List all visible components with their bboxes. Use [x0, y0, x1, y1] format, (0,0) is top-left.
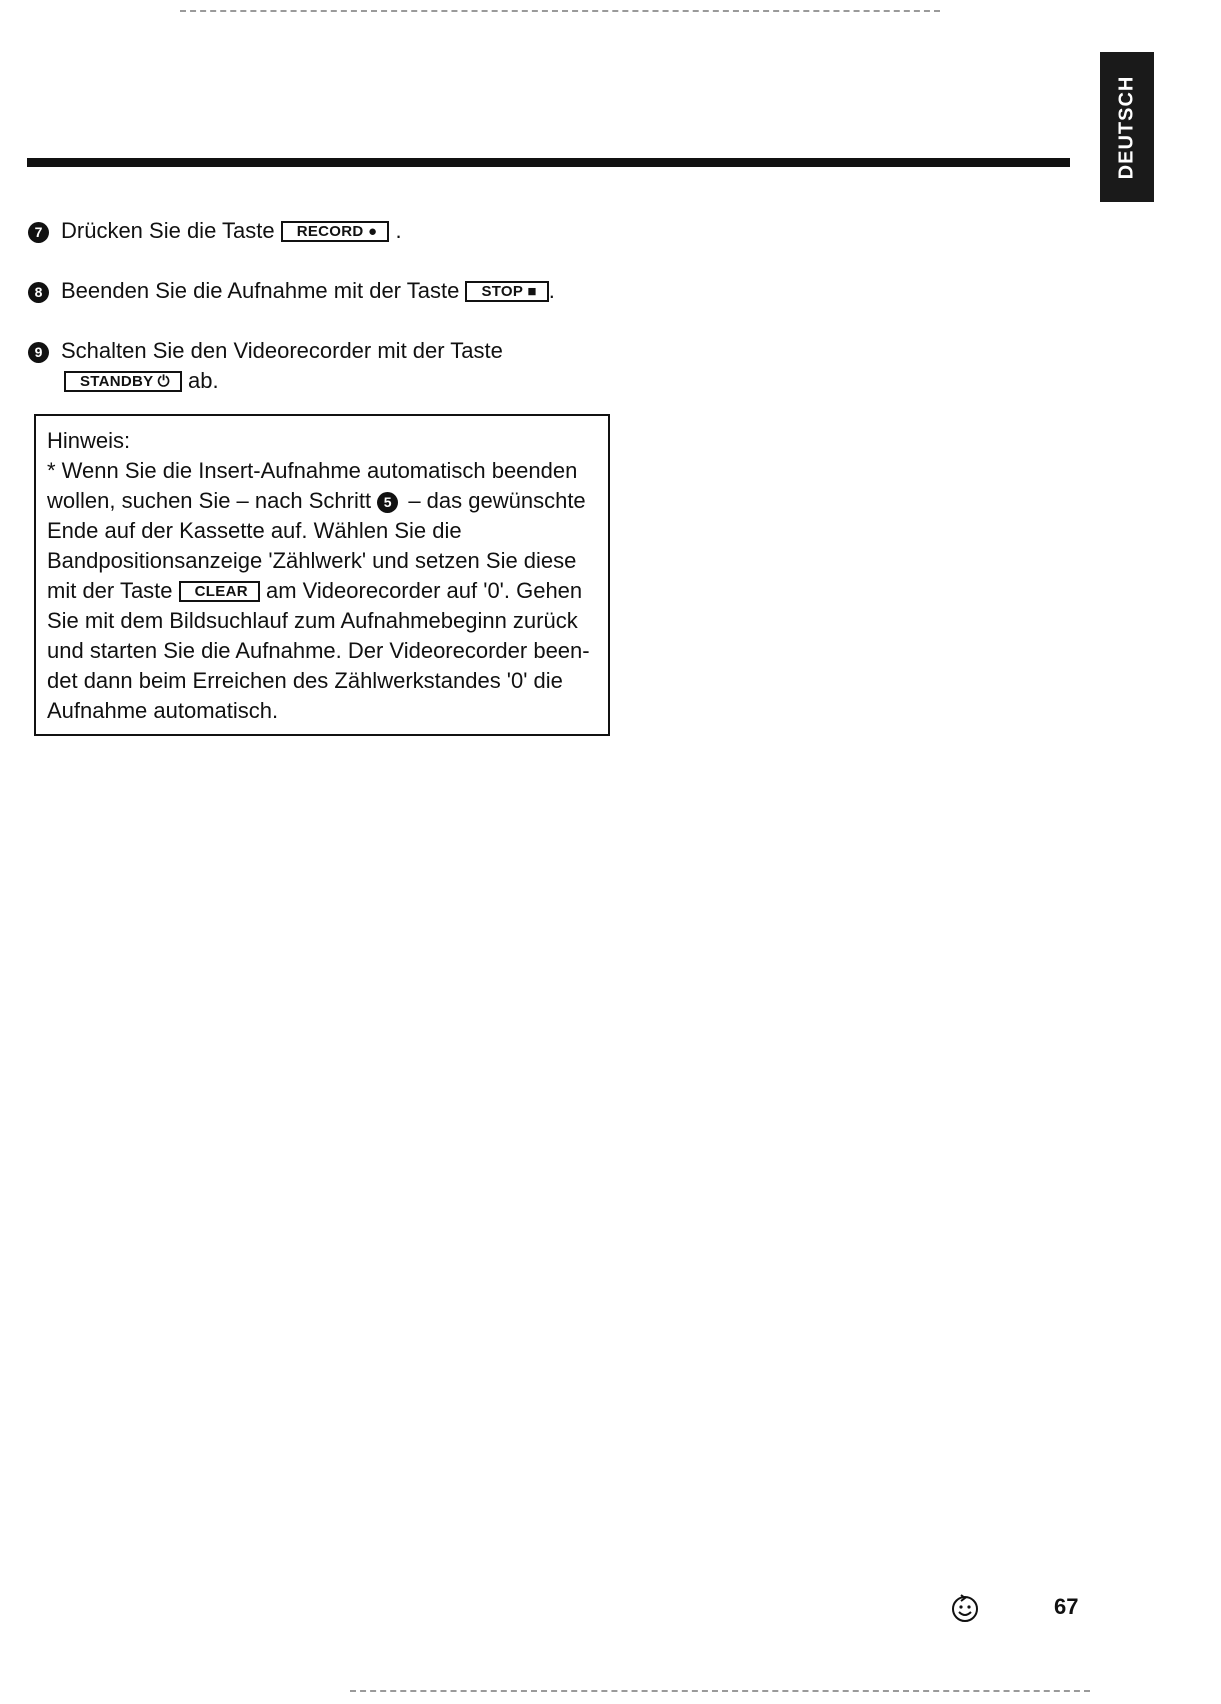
- clear-key: CLEAR: [179, 581, 260, 602]
- stop-key: STOP ■: [465, 281, 548, 302]
- step-text-after: ab.: [187, 368, 219, 393]
- section-rule: [27, 158, 1070, 167]
- step-number: 9: [28, 342, 49, 363]
- note-box: [34, 414, 610, 736]
- record-key: RECORD ●: [281, 221, 390, 242]
- step-text-after: .: [395, 218, 402, 243]
- language-tab-label: DEUTSCH: [1115, 75, 1138, 179]
- step-9: [28, 336, 648, 396]
- note-body: [47, 456, 598, 726]
- note-text-1: * Wenn Sie die Insert-Aufnahme automatisch beenden wollen, suchen Sie – nach Schritt: [47, 458, 578, 513]
- note-heading: Hinweis:: [47, 428, 131, 453]
- language-tab: [1100, 52, 1154, 202]
- step-ref-badge: 5: [377, 492, 398, 513]
- standby-key: STANDBY ⏻: [64, 371, 182, 392]
- step-number: 7: [28, 222, 49, 243]
- step-text-after: .: [548, 278, 555, 303]
- recycle-face-icon: [948, 1591, 982, 1625]
- step-number: 8: [28, 282, 49, 303]
- step-text: Schalten Sie den Videorecorder mit der Taste: [61, 338, 503, 363]
- step-8: [28, 276, 648, 306]
- step-text: Beenden Sie die Aufnahme mit der Taste: [61, 278, 460, 303]
- scan-artifact-bottom: [350, 1690, 1090, 1692]
- scan-artifact-top: [180, 10, 940, 12]
- step-text: Drücken Sie die Taste: [61, 218, 275, 243]
- note-text-3: am Videorecorder auf '0'. Gehen Sie mit dem Bildsuchlauf zum Aufnahmebeginn zurück und starten Sie die Aufnahme. Der Videorecorder been-det dann beim Erreichen des Zählwerkstandes '0' die Aufnahme automatisch.: [47, 578, 590, 723]
- page-number: 67: [1054, 1594, 1079, 1619]
- step-7: [28, 216, 648, 246]
- note-text-2: – das gewünschte Ende auf der Kassette auf. Wählen Sie die Bandpositionsanzeige 'Zählwerk' und setzen Sie diese mit der Taste: [47, 488, 586, 603]
